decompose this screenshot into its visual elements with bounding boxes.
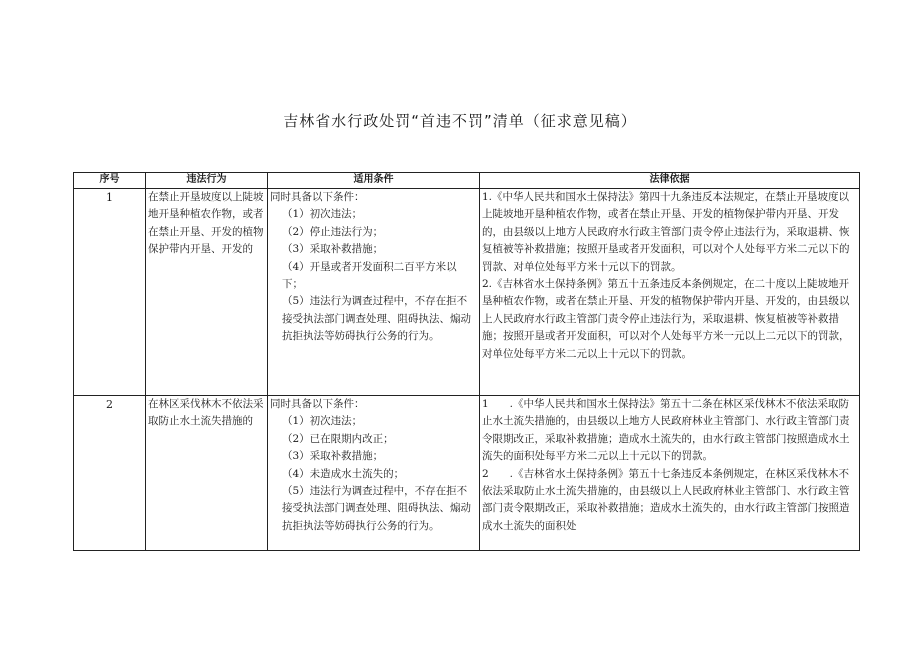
condition-line: （3）采取补救措施；: [282, 243, 384, 256]
table-row: [74, 396, 860, 551]
condition-line: （5）违法行为调查过程中，不存在拒不接受执法部门调查处理、阻碍执法、煽动抗拒执法等妨碍执行公务的行为。: [282, 485, 471, 532]
table-header-row: [74, 173, 860, 189]
condition-line: （5）违法行为调查过程中，不存在拒不接受执法部门调查处理、阻碍执法、煽动抗拒执法等妨碍执行公务的行为。: [282, 295, 471, 343]
condition-line: （1）初次违法；: [282, 415, 363, 428]
row-legal-basis: [480, 396, 860, 551]
header-number: 序号: [74, 173, 146, 189]
condition-line: 同时具备以下条件：: [270, 398, 365, 410]
row-conditions: [268, 189, 480, 396]
header-conditions: 适用条件: [268, 173, 480, 189]
penalty-list-table: [73, 172, 860, 551]
row-conditions: [268, 396, 480, 551]
condition-line: （2）已在限期内改正；: [282, 432, 394, 445]
row-number: 2: [74, 396, 146, 551]
row-legal-basis: [480, 189, 860, 396]
condition-line: （3）采取补救措施；: [282, 450, 384, 463]
condition-line: （1）初次违法；: [282, 208, 363, 221]
header-behavior: 违法行为: [146, 173, 268, 189]
law-paragraph: 2 .《吉林省水土保持条例》第五十七条违反本条例规定，在林区采伐林木不依法采取防止水土流失措施的，由县级以上人民政府林业主管部门、水行政主管部门责令限期改正，采取补救措施；造成水土流失的，由水行政主管部门按照造成水土流失的面积处: [482, 467, 850, 532]
condition-line: （2）停止违法行为；: [282, 225, 384, 238]
row-number: 1: [74, 189, 146, 396]
law-paragraph: 1 .《中华人民共和国水土保持法》第五十二条在林区采伐林木不依法采取防止水土流失措施的，由县级以上地方人民政府林业主管部门、水行政主管部门责令限期改正，采取补救措施；造成水土流失的，由水行政主管部门按照造成水土流失的面积处每平方米二元以上十元以下的罚款。: [482, 398, 850, 463]
condition-line: （4）开垦或者开发面积二百平方米以下；: [282, 260, 457, 291]
header-legal-basis: 法律依据: [480, 173, 860, 189]
page-title: 吉林省水行政处罚“首违不罚”清单（征求意见稿）: [283, 112, 637, 130]
condition-line: 同时具备以下条件：: [270, 191, 365, 203]
condition-line: （4）未造成水土流失的；: [282, 467, 405, 480]
table-row: [74, 189, 860, 396]
law-paragraph: 2.《吉林省水土保持条例》第五十五条违反本条例规定，在二十度以上陡坡地开垦种植农作物，或者在禁止开垦、开发的植物保护带内开垦、开发的，由县级以上人民政府水行政主管部门责令停止违法行为，采取退耕、恢复植被等补救措施；按照开垦或者开发面积，可以对个人处每平方米一元以上二元以下的罚款，对单位处每平方米二元以上十元以下的罚款。: [482, 278, 850, 360]
row-behavior: 在林区采伐林木不依法采取防止水土流失措施的: [146, 396, 268, 551]
law-paragraph: 1.《中华人民共和国水土保持法》第四十九条违反本法规定，在禁止开垦坡度以上陡坡地开垦种植农作物，或者在禁止开垦、开发的植物保护带内开垦、开发的，由县级以上地方人民政府水行政主管部门责令停止违法行为，采取退耕、恢复植被等补救措施；按照开垦或者开发面积，可以对个人处每平方米二元以下的罚款、对单位处每平方米十元以下的罚款。: [482, 191, 850, 273]
row-behavior: 在禁止开垦坡度以上陡坡地开垦种植农作物，或者在禁止开垦、开发的植物保护带内开垦、开发的: [146, 189, 268, 396]
